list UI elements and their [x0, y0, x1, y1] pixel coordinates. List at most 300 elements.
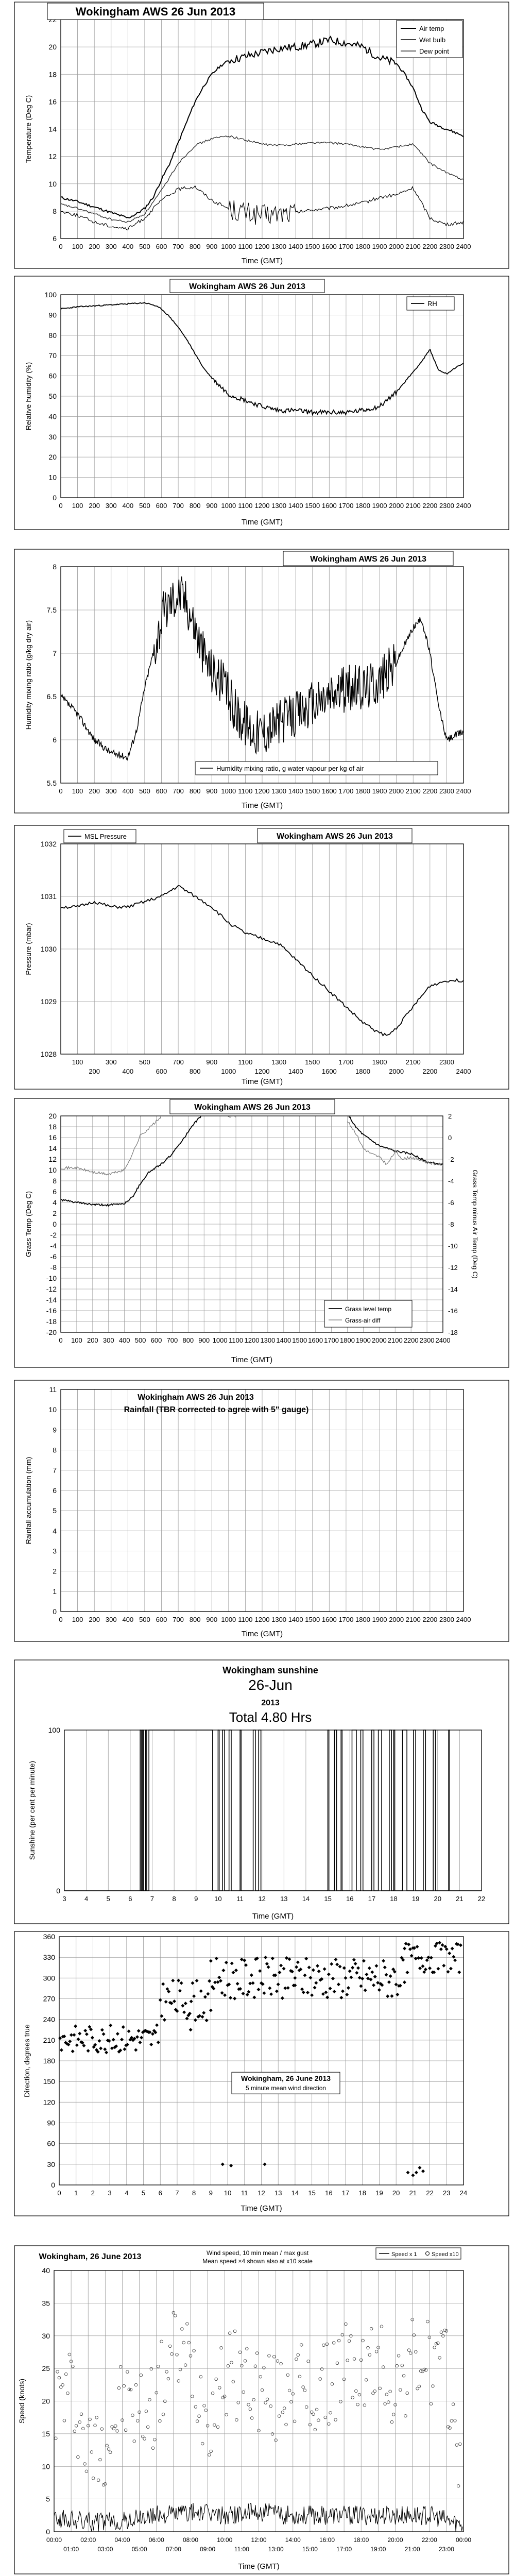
x-tick-label-0: 100	[72, 243, 83, 250]
x-tick-label-4: 1200	[244, 1336, 260, 1344]
x-tick-label-5: 2400	[456, 1616, 471, 1623]
x-tick-label-7: 5	[141, 2189, 146, 2197]
x-tick-label-7: 1	[74, 2189, 78, 2197]
y-tick-label-7: 270	[43, 1994, 55, 2003]
x-tick-label-2: 500	[139, 787, 150, 795]
x-tick-label-3: 500	[139, 1058, 150, 1066]
x-tick-label-1: 1700	[338, 502, 354, 510]
y-tick-label-5: 0	[53, 1607, 57, 1616]
x-tick-label-8: 23:00	[438, 2546, 454, 2553]
x-tick-label-5: 1700	[338, 1616, 354, 1623]
x-tick-label-2: 2400	[456, 787, 471, 795]
legend-label-8a: Speed x 1	[391, 2251, 417, 2258]
x-tick-label-4: 600	[150, 1336, 162, 1344]
x-tick-label-3: 1800	[355, 1067, 370, 1075]
x-tick-label-0: 1800	[355, 243, 370, 250]
x-tick-label-7: 7	[175, 2189, 179, 2197]
legend-label-4a: Grass level temp	[345, 1306, 392, 1313]
x-tick-label-2: 300	[105, 787, 117, 795]
legend-0	[397, 21, 462, 58]
y-tick-label-5: 4	[53, 1527, 57, 1535]
y-tick-label-4: -20	[46, 1328, 57, 1336]
y2-tick-label-4: -10	[448, 1242, 458, 1250]
x-tick-label-8: 22:00	[421, 2536, 437, 2544]
x-tick-label-2: 1600	[321, 787, 337, 795]
x-tick-label-1: 1200	[254, 502, 270, 510]
y-tick-label-7: 300	[43, 1974, 55, 1982]
x-tick-label-1: 300	[105, 502, 117, 510]
x-tick-label-8: 04:00	[114, 2536, 130, 2544]
x-tick-label-7: 13	[274, 2189, 282, 2197]
y-tick-label-4: -4	[50, 1242, 57, 1250]
x-axis-label-3: Time (GMT)	[241, 1077, 283, 1086]
y-tick-label-4: 12	[48, 1155, 57, 1163]
x-tick-label-4: 2000	[371, 1336, 387, 1344]
y-tick-label-4: 20	[48, 1112, 57, 1120]
x-tick-label-7: 9	[209, 2189, 213, 2197]
x-tick-label-5: 300	[105, 1616, 117, 1623]
x-tick-label-0: 400	[122, 243, 134, 250]
x-tick-label-3: 1100	[238, 1058, 253, 1066]
y-axis-label-1: Relative humidity (%)	[24, 362, 32, 431]
x-tick-label-8: 18:00	[353, 2536, 369, 2544]
x-tick-label-1: 2100	[405, 502, 421, 510]
chart-panel-7	[14, 1931, 509, 2216]
y-tick-label-4: -10	[46, 1274, 57, 1282]
x-tick-label-3: 200	[89, 1067, 100, 1075]
x-tick-label-2: 1700	[338, 787, 354, 795]
chart-subtitle-8a: Wind speed, 10 min mean / max gust	[206, 2249, 309, 2257]
x-tick-label-7: 20	[392, 2189, 400, 2197]
x-tick-label-2: 0	[59, 787, 63, 795]
x-tick-label-1: 200	[89, 502, 100, 510]
panel-frame-4	[14, 1098, 509, 1367]
y-tick-label-8: 40	[42, 2266, 50, 2275]
x-tick-label-8: 10:00	[217, 2536, 233, 2544]
x-tick-label-8: 08:00	[182, 2536, 199, 2544]
x-tick-label-7: 18	[358, 2189, 366, 2197]
x-tick-label-1: 2200	[422, 502, 438, 510]
chart-subtitle-8b: Mean speed ×4 shown also at x10 scale	[202, 2258, 313, 2265]
x-tick-label-0: 2100	[405, 243, 421, 250]
x-tick-label-8: 11:00	[234, 2546, 249, 2553]
x-tick-label-7: 3	[108, 2189, 112, 2197]
x-tick-label-0: 200	[89, 243, 100, 250]
x-tick-label-5: 1900	[372, 1616, 387, 1623]
legend-1	[407, 297, 454, 310]
x-tick-label-8: 19:00	[370, 2546, 386, 2553]
y-tick-label-6: 100	[48, 1726, 60, 1734]
x-tick-label-3: 1200	[254, 1067, 270, 1075]
y-tick-label-1: 40	[48, 412, 57, 421]
x-tick-label-7: 2	[91, 2189, 95, 2197]
y-tick-label-4: 2	[53, 1209, 57, 1217]
y-tick-label-4: -12	[46, 1285, 57, 1293]
y-tick-label-4: 18	[48, 1123, 57, 1131]
y-tick-label-8: 5	[46, 2495, 50, 2503]
y-axis-label-6: Sunshine (per cent per minute)	[28, 1760, 36, 1860]
y-tick-label-4: 0	[53, 1220, 57, 1228]
y-tick-label-1: 100	[44, 291, 57, 299]
panel-frame-5	[14, 1380, 509, 1641]
x-tick-label-4: 1700	[324, 1336, 339, 1344]
x-tick-label-6: 21	[456, 1895, 464, 1903]
y-tick-label-4: -2	[50, 1231, 57, 1239]
x-tick-label-7: 24	[459, 2189, 468, 2197]
x-tick-label-3: 2100	[405, 1058, 421, 1066]
x-tick-label-3: 1300	[271, 1058, 287, 1066]
x-tick-label-5: 2300	[439, 1616, 454, 1623]
y-tick-label-3: 1029	[40, 997, 57, 1006]
x-tick-label-4: 1100	[229, 1336, 244, 1344]
x-tick-label-0: 900	[206, 243, 218, 250]
x-tick-label-1: 0	[59, 502, 63, 510]
x-tick-label-1: 1000	[221, 502, 236, 510]
y-tick-label-0: 14	[48, 125, 57, 133]
x-tick-label-2: 900	[206, 787, 218, 795]
x-tick-label-4: 2300	[419, 1336, 435, 1344]
x-tick-label-2: 1400	[288, 787, 303, 795]
x-tick-label-5: 500	[139, 1616, 150, 1623]
legend-4	[324, 1300, 412, 1327]
x-tick-label-4: 400	[118, 1336, 130, 1344]
x-tick-label-8: 00:00	[46, 2536, 62, 2544]
chart-panel-5	[14, 1380, 509, 1641]
y2-tick-label-4: -4	[448, 1177, 454, 1185]
x-tick-label-8: 01:00	[63, 2546, 79, 2553]
y-tick-label-5: 6	[53, 1486, 57, 1495]
y-tick-label-7: 180	[43, 2057, 55, 2065]
y-tick-label-1: 0	[53, 494, 57, 502]
x-tick-label-0: 500	[139, 243, 150, 250]
x-tick-label-4: 100	[71, 1336, 82, 1344]
x-tick-label-1: 2300	[439, 502, 454, 510]
x-tick-label-5: 2100	[405, 1616, 421, 1623]
x-tick-label-1: 400	[122, 502, 134, 510]
chart-title-7: Wokingham, 26 June 2013	[241, 2074, 331, 2083]
x-tick-label-2: 700	[173, 787, 184, 795]
x-tick-label-3: 1000	[221, 1067, 236, 1075]
y2-tick-label-4: -14	[448, 1285, 458, 1293]
x-axis-label-7: Time (GMT)	[241, 2204, 282, 2213]
x-tick-label-2: 1000	[221, 787, 236, 795]
x-tick-label-1: 2000	[389, 502, 404, 510]
x-tick-label-5: 1000	[221, 1616, 236, 1623]
y-tick-label-5: 7	[53, 1466, 57, 1475]
y-tick-label-4: -18	[46, 1317, 57, 1326]
x-tick-label-3: 700	[173, 1058, 184, 1066]
x-tick-label-4: 1600	[308, 1336, 323, 1344]
chart-title-4: Wokingham AWS 26 Jun 2013	[194, 1103, 311, 1112]
x-tick-label-6: 22	[477, 1895, 486, 1903]
x-tick-label-6: 5	[106, 1895, 110, 1903]
x-tick-label-5: 1300	[271, 1616, 287, 1623]
y-tick-label-3: 1032	[40, 840, 57, 848]
x-tick-label-4: 0	[59, 1336, 63, 1344]
x-tick-label-4: 2400	[435, 1336, 451, 1344]
y-tick-label-1: 50	[48, 392, 57, 400]
x-tick-label-2: 800	[189, 787, 201, 795]
y-axis-label-0: Temperature (Deg C)	[24, 95, 32, 163]
x-tick-label-8: 07:00	[165, 2546, 181, 2553]
panel-frame-1	[14, 276, 509, 530]
y-tick-label-5: 8	[53, 1446, 57, 1454]
y-tick-label-2: 6.5	[46, 692, 57, 701]
x-tick-label-8: 05:00	[131, 2546, 147, 2553]
x-tick-label-5: 1100	[238, 1616, 253, 1623]
chart-subtitle-5: Rainfall (TBR corrected to agree with 5" gauge)	[124, 1405, 309, 1414]
x-tick-label-6: 3	[62, 1895, 66, 1903]
y-axis-label-3: Pressure (mbar)	[24, 923, 32, 975]
y-tick-label-2: 7	[53, 649, 57, 657]
x-tick-label-3: 300	[105, 1058, 117, 1066]
x-tick-label-6: 4	[84, 1895, 89, 1903]
chart-title-2: Wokingham AWS 26 Jun 2013	[310, 554, 426, 564]
y2-tick-label-4: -12	[448, 1264, 458, 1272]
y-tick-label-7: 60	[47, 2139, 55, 2148]
x-tick-label-1: 100	[72, 502, 83, 510]
y-axis-label-5: Rainfall accumulation (mm)	[24, 1456, 32, 1545]
chart-subtitle-total-6: Total 4.80 Hrs	[229, 1709, 312, 1725]
x-tick-label-7: 8	[192, 2189, 196, 2197]
x-tick-label-7: 16	[325, 2189, 333, 2197]
x-tick-label-8: 15:00	[302, 2546, 318, 2553]
y2-axis-label-4: Grass Temp minus Air Temp (Deg C)	[471, 1170, 479, 1279]
y-tick-label-0: 6	[53, 234, 57, 243]
legend-3	[64, 829, 136, 843]
y-tick-label-2: 6	[53, 736, 57, 744]
y2-tick-label-4: -2	[448, 1156, 454, 1163]
y-tick-label-4: 6	[53, 1188, 57, 1196]
x-axis-label-6: Time (GMT)	[252, 1912, 294, 1921]
x-tick-label-2: 2200	[422, 787, 438, 795]
x-tick-label-0: 1000	[221, 243, 236, 250]
x-axis-label-5: Time (GMT)	[241, 1630, 283, 1638]
x-tick-label-8: 12:00	[251, 2536, 267, 2544]
x-tick-label-6: 12	[258, 1895, 266, 1903]
y-tick-label-1: 20	[48, 453, 57, 462]
x-tick-label-3: 100	[72, 1058, 83, 1066]
x-tick-label-2: 200	[89, 787, 100, 795]
x-tick-label-7: 23	[443, 2189, 451, 2197]
chart-title-1: Wokingham AWS 26 Jun 2013	[189, 282, 305, 291]
y-tick-label-2: 8	[53, 563, 57, 571]
x-tick-label-1: 1100	[238, 502, 253, 510]
y-tick-label-4: -14	[46, 1296, 57, 1304]
x-tick-label-3: 1500	[305, 1058, 320, 1066]
x-tick-label-4: 1000	[212, 1336, 228, 1344]
x-tick-label-2: 1300	[271, 787, 287, 795]
x-tick-label-8: 13:00	[268, 2546, 284, 2553]
chart-panel-2	[14, 549, 509, 813]
y2-tick-label-4: -18	[448, 1329, 458, 1336]
x-tick-label-5: 1200	[254, 1616, 270, 1623]
y-tick-label-7: 330	[43, 1953, 55, 1962]
panel-frame-3	[14, 825, 509, 1089]
x-tick-label-5: 1600	[321, 1616, 337, 1623]
x-tick-label-6: 10	[214, 1895, 222, 1903]
y-tick-label-4: 4	[53, 1198, 57, 1207]
legend-2	[196, 761, 438, 775]
x-tick-label-0: 1300	[271, 243, 287, 250]
x-tick-label-4: 1400	[276, 1336, 291, 1344]
y-tick-label-7: 150	[43, 2077, 55, 2086]
y-tick-label-5: 3	[53, 1547, 57, 1555]
x-axis-label-0: Time (GMT)	[241, 257, 283, 265]
x-tick-label-5: 600	[156, 1616, 167, 1623]
y-tick-label-7: 210	[43, 2036, 55, 2044]
y-tick-label-3: 1031	[40, 892, 57, 901]
x-tick-label-8: 21:00	[404, 2546, 420, 2553]
y-tick-label-7: 240	[43, 2015, 55, 2024]
chart-subtitle-7: 5 minute mean wind direction	[245, 2084, 327, 2092]
y-tick-label-1: 60	[48, 371, 57, 380]
y-tick-label-5: 5	[53, 1506, 57, 1515]
legend-label-4b: Grass-air diff	[345, 1317, 381, 1324]
legend-label-3: MSL Pressure	[84, 833, 127, 840]
x-tick-label-3: 400	[122, 1067, 134, 1075]
x-tick-label-4: 700	[166, 1336, 178, 1344]
y-tick-label-3: 1028	[40, 1050, 57, 1058]
y-tick-label-5: 11	[49, 1385, 57, 1394]
x-tick-label-1: 1400	[288, 502, 303, 510]
chart-title-0: Wokingham AWS 26 Jun 2013	[75, 5, 236, 18]
x-tick-label-7: 15	[308, 2189, 316, 2197]
x-tick-label-1: 1300	[271, 502, 287, 510]
y-tick-label-5: 9	[53, 1426, 57, 1434]
x-tick-label-1: 900	[206, 502, 218, 510]
x-tick-label-2: 100	[72, 787, 83, 795]
y-tick-label-4: -16	[46, 1307, 57, 1315]
x-tick-label-6: 9	[194, 1895, 198, 1903]
x-tick-label-6: 11	[236, 1895, 244, 1903]
x-tick-label-8: 20:00	[387, 2536, 403, 2544]
x-tick-label-5: 400	[122, 1616, 134, 1623]
chart-title-5: Wokingham AWS 26 Jun 2013	[138, 1393, 254, 1402]
y-tick-label-4: 14	[48, 1144, 57, 1153]
y2-tick-label-4: -16	[448, 1307, 458, 1315]
y-tick-label-6: 0	[56, 1887, 60, 1895]
x-tick-label-0: 2400	[456, 243, 471, 250]
x-axis-label-2: Time (GMT)	[241, 801, 283, 810]
y-tick-label-2: 7.5	[46, 606, 57, 614]
x-tick-label-3: 900	[206, 1058, 218, 1066]
x-tick-label-8: 16:00	[319, 2536, 335, 2544]
chart-panel-0	[14, 2, 509, 268]
y-tick-label-8: 20	[42, 2397, 50, 2405]
x-tick-label-7: 21	[409, 2189, 417, 2197]
x-tick-label-4: 1800	[340, 1336, 355, 1344]
y-tick-label-8: 0	[46, 2528, 50, 2536]
legend-label-0: Air temp	[419, 25, 444, 32]
x-axis-label-1: Time (GMT)	[241, 518, 283, 527]
x-tick-label-0: 2300	[439, 243, 454, 250]
y-tick-label-8: 25	[42, 2364, 50, 2373]
y-tick-label-4: 10	[48, 1166, 57, 1174]
y-tick-label-0: 8	[53, 207, 57, 215]
legend-label-8b: Speed x10	[432, 2251, 459, 2258]
chart-panel-1	[14, 276, 509, 530]
x-tick-label-3: 2300	[439, 1058, 454, 1066]
x-tick-label-8: 02:00	[80, 2536, 96, 2544]
x-tick-label-3: 1400	[288, 1067, 303, 1075]
y-axis-label-7: Direction, degrees true	[23, 2024, 31, 2097]
x-tick-label-3: 2400	[456, 1067, 471, 1075]
legend-label-0: Dew point	[419, 47, 449, 55]
chart-panel-8	[14, 2246, 509, 2574]
y2-tick-label-4: -8	[448, 1221, 454, 1228]
x-tick-label-2: 2300	[439, 787, 454, 795]
x-tick-label-0: 1900	[372, 243, 387, 250]
x-tick-label-8: 06:00	[148, 2536, 164, 2544]
y-tick-label-5: 1	[53, 1587, 57, 1596]
y-tick-label-7: 360	[43, 1933, 55, 1941]
x-tick-label-7: 6	[158, 2189, 162, 2197]
y-tick-label-8: 15	[42, 2429, 50, 2438]
y-tick-label-7: 120	[43, 2098, 55, 2107]
x-tick-label-2: 1900	[372, 787, 387, 795]
x-tick-label-4: 1500	[292, 1336, 307, 1344]
x-tick-label-4: 900	[198, 1336, 210, 1344]
x-tick-label-6: 15	[324, 1895, 332, 1903]
x-tick-label-7: 19	[375, 2189, 383, 2197]
x-tick-label-2: 2100	[405, 787, 421, 795]
x-tick-label-0: 1100	[238, 243, 253, 250]
x-tick-label-3: 1600	[321, 1067, 337, 1075]
x-tick-label-1: 500	[139, 502, 150, 510]
chart-panel-3	[14, 825, 509, 1089]
y-tick-label-8: 30	[42, 2331, 50, 2340]
x-tick-label-4: 500	[134, 1336, 146, 1344]
x-tick-label-1: 1500	[305, 502, 320, 510]
x-tick-label-4: 200	[87, 1336, 98, 1344]
x-tick-label-7: 17	[341, 2189, 350, 2197]
y-tick-label-5: 2	[53, 1567, 57, 1575]
legend-label-2: Humidity mixing ratio, g water vapour per kg of air	[216, 765, 364, 772]
x-tick-label-1: 1900	[372, 502, 387, 510]
x-tick-label-8: 00:00	[455, 2536, 472, 2544]
x-tick-label-5: 2200	[422, 1616, 438, 1623]
chart-title-6: Wokingham sunshine	[222, 1665, 318, 1675]
x-tick-label-5: 100	[72, 1616, 83, 1623]
x-tick-label-5: 1400	[288, 1616, 303, 1623]
y-tick-label-3: 1030	[40, 945, 57, 953]
y-tick-label-8: 35	[42, 2299, 50, 2308]
y-tick-label-0: 12	[48, 152, 57, 161]
chart-panel-4	[14, 1098, 509, 1367]
chart-subtitle-date-6: 26-Jun	[248, 1677, 293, 1693]
x-tick-label-1: 2400	[456, 502, 471, 510]
chart-panel-6	[14, 1660, 509, 1924]
x-tick-label-6: 17	[368, 1895, 376, 1903]
x-tick-label-6: 8	[172, 1895, 176, 1903]
y-tick-label-1: 90	[48, 311, 57, 319]
x-tick-label-7: 12	[258, 2189, 265, 2197]
y-tick-label-1: 30	[48, 432, 57, 441]
y-tick-label-0: 10	[48, 179, 57, 188]
x-tick-label-5: 700	[173, 1616, 184, 1623]
y-tick-label-5: 10	[48, 1405, 57, 1414]
title-block-7	[232, 2072, 340, 2094]
x-tick-label-2: 1500	[305, 787, 320, 795]
x-tick-label-6: 14	[302, 1895, 310, 1903]
x-tick-label-4: 300	[102, 1336, 114, 1344]
x-tick-label-1: 1800	[355, 502, 370, 510]
y-tick-label-4: -6	[50, 1252, 57, 1261]
x-tick-label-0: 1600	[321, 243, 337, 250]
x-tick-label-4: 800	[182, 1336, 194, 1344]
x-tick-label-5: 1500	[305, 1616, 320, 1623]
